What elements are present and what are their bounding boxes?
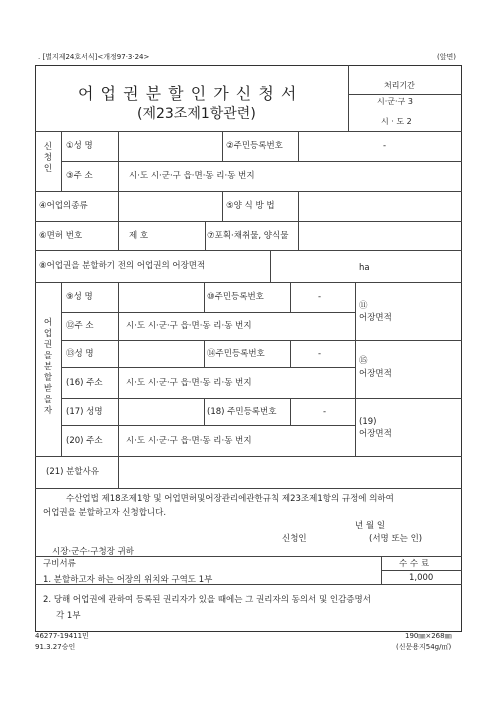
signature-field[interactable]: (서명 또는 인) [369, 534, 423, 544]
receiver-area-label: 어장면적 [359, 429, 392, 439]
rule [381, 556, 382, 584]
rule [118, 456, 119, 488]
rule [204, 282, 205, 312]
form-title: 어 업 권 분 할 인 가 신 청 서 [78, 84, 298, 103]
applicant-regno-value[interactable]: - [383, 141, 387, 151]
receiver-regno-label: (18) 주민등록번호 [207, 407, 277, 417]
applicant-address-value[interactable]: 시·도 시·군·구 읍·면·동 리·동 번지 [129, 171, 255, 181]
receiver-area-number: ⑮ [359, 356, 368, 366]
receiver-address-value[interactable]: 시·도 시·군·구 읍·면·동 리·동 번지 [126, 321, 252, 331]
rule [61, 425, 355, 426]
receiver-regno-label: ⑭주민등록번호 [207, 349, 265, 359]
receiver-address-label: (16) 주소 [66, 378, 103, 388]
fee-label: 수 수 료 [399, 559, 430, 569]
document-item-1: 1. 분할하고자 하는 어장의 위치와 구역도 1부 [43, 575, 213, 585]
rule [118, 282, 119, 456]
rule [118, 191, 119, 250]
applicant-side-label: 신 청 인 [43, 142, 53, 174]
recipient: 시장·군수·구청장 귀하 [52, 547, 135, 557]
form-subtitle: (제23조제1항관련) [137, 106, 256, 122]
document-item-2-cont: 각 1부 [56, 611, 81, 621]
license-number-label: ⑥면허 번호 [39, 231, 83, 241]
form-number: . [별지제24호서식]<개정97·3·24> [38, 53, 150, 61]
rule [35, 488, 462, 489]
rule [61, 312, 355, 313]
rule [298, 191, 299, 221]
receiver-regno-value[interactable]: - [318, 349, 322, 359]
receiver-regno-value[interactable]: - [323, 407, 327, 417]
rule [61, 340, 462, 341]
rule [35, 131, 462, 132]
processing-label: 처리기간 [384, 81, 415, 90]
fee-value: 1,000 [409, 573, 434, 583]
fishery-area-label: ⑧어업권을 분할하기 전의 어업권의 어장면적 [39, 261, 206, 271]
receiver-name-label: (17) 성명 [66, 407, 103, 417]
rule [61, 398, 462, 399]
receiver-regno-label: ⑩주민등록번호 [207, 292, 264, 302]
rule [290, 282, 291, 312]
rule [61, 161, 462, 162]
rule [205, 221, 206, 250]
applicant-label: 신청인 [282, 534, 307, 544]
split-reason-label: (21) 분할사유 [46, 467, 99, 477]
receiver-address-label: ⑫주 소 [66, 321, 94, 331]
rule [35, 221, 462, 222]
processing-city: 시·군·구 3 [377, 97, 413, 106]
application-date[interactable]: 년 월 일 [355, 521, 386, 531]
receiver-address-value[interactable]: 시·도 시·군·구 읍·면·동 리·동 번지 [126, 436, 252, 446]
document-item-2: 2. 당해 어업권에 관하여 등록된 권리자가 있을 때에는 그 권리자의 동의서 및 인감증명서 [43, 595, 371, 605]
rule [290, 398, 291, 425]
rule [35, 456, 462, 457]
receivers-side-label: 어 업 권 을 분 할 받 을 자 [43, 318, 53, 416]
rule [222, 131, 223, 161]
receiver-area-number: (19) [359, 417, 377, 427]
receiver-name-label: ⑨성 명 [66, 292, 93, 302]
rule [298, 221, 299, 250]
fishery-area-unit: ha [359, 263, 370, 273]
rule [290, 340, 291, 367]
receiver-address-label: (20) 주소 [66, 436, 103, 446]
catch-items-label: ⑦포획·채취물, 양식물 [207, 231, 289, 241]
applicant-name-label: ①성 명 [66, 141, 93, 151]
receiver-area-number: ⑪ [359, 301, 368, 311]
rule [118, 131, 119, 191]
rule [348, 94, 462, 95]
rule [355, 282, 356, 456]
statement-line-2: 어업권을 분할하고자 신청합니다. [43, 508, 167, 518]
receiver-address-value[interactable]: 시·도 시·군·구 읍·면·동 리·동 번지 [126, 378, 252, 388]
form-code: 46277-19411민 [35, 632, 89, 640]
applicant-address-label: ③주 소 [66, 171, 93, 181]
rule [35, 250, 462, 251]
receiver-area-label: 어장면적 [359, 313, 392, 323]
rule [35, 282, 462, 283]
rule [298, 131, 299, 161]
rule [35, 191, 462, 192]
statement-line-1: 수산업법 제18조제1항 및 어업면허및어장관리에관한규칙 제23조제1항의 규정에 의하여 [66, 494, 394, 504]
receiver-area-label: 어장면적 [359, 369, 392, 379]
paper-type: (신문용지54g/㎡) [396, 643, 452, 651]
culture-method-label: ⑤양 식 방 법 [226, 201, 275, 211]
rule [204, 398, 205, 425]
rule [61, 367, 355, 368]
rule [348, 65, 349, 131]
processing-province: 시 · 도 2 [381, 117, 412, 126]
rule [61, 131, 62, 191]
rule [381, 570, 462, 571]
documents-label: 구비서류 [43, 559, 76, 569]
applicant-regno-label: ②주민등록번호 [226, 141, 283, 151]
rule [270, 250, 271, 282]
receiver-regno-value[interactable]: - [318, 292, 322, 302]
rule [61, 282, 62, 456]
fishery-type-label: ④어업의종류 [39, 201, 88, 211]
rule [204, 340, 205, 367]
receiver-name-label: ⑬성 명 [66, 349, 94, 359]
approval-date: 91.3.27승인 [35, 643, 76, 651]
paper-size: 190㎜×268㎜ [405, 632, 452, 640]
page-side-label: (앞면) [437, 53, 456, 61]
license-number-value[interactable]: 제 호 [129, 231, 149, 241]
rule [222, 191, 223, 221]
